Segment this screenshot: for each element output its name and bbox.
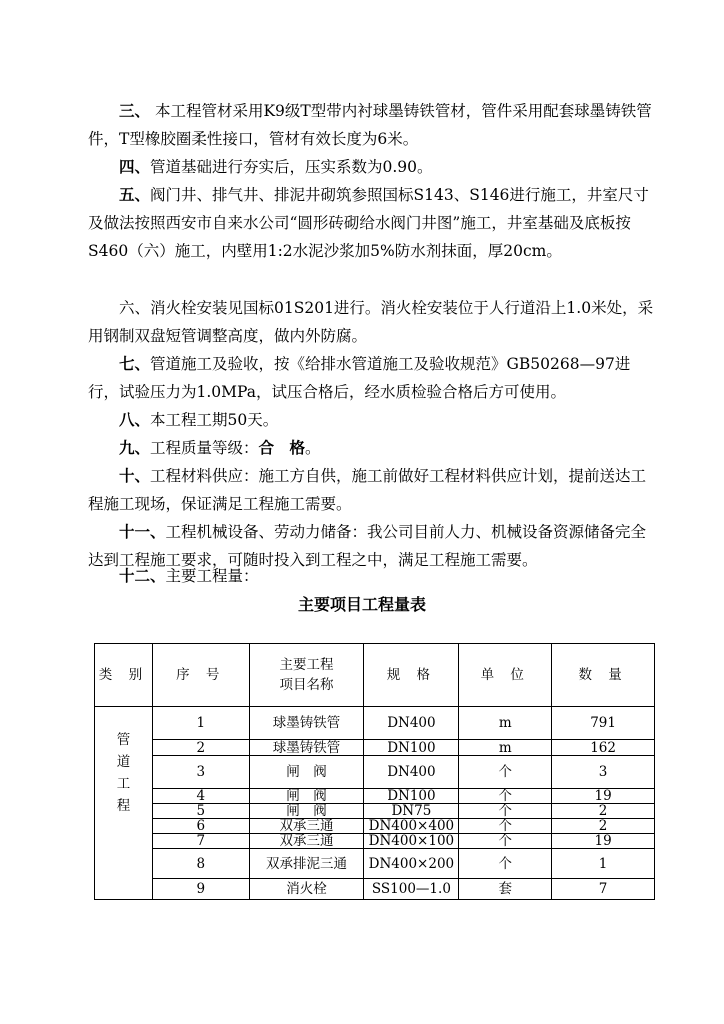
table-row: [95, 740, 655, 756]
qty-cell: 1: [552, 849, 655, 879]
seq-cell: 9: [152, 879, 249, 900]
qty-cell: 791: [552, 707, 655, 740]
para-head: 八、: [119, 410, 151, 429]
para-head: 十一、: [119, 522, 166, 541]
seq-cell: 1: [152, 707, 249, 740]
para-head: 五、: [119, 185, 151, 204]
spec-cell: DN400×100: [364, 834, 459, 849]
seq-cell: 7: [152, 834, 249, 849]
qty-cell: 2: [552, 819, 655, 834]
para-4: [88, 153, 660, 181]
header-qty: 数 量: [552, 644, 655, 707]
seq-cell: 5: [152, 804, 249, 819]
qty-cell: 3: [552, 756, 655, 789]
qty-cell: 2: [552, 804, 655, 819]
para-head: 三、: [119, 101, 151, 120]
spec-cell: DN400: [364, 707, 459, 740]
spec-cell: DN400×200: [364, 849, 459, 879]
para-head: 十、: [119, 466, 151, 485]
para-text: 本工程工期50天。: [150, 411, 279, 429]
para-3: [88, 97, 660, 153]
table-row: [95, 879, 655, 900]
para-tail: 。: [305, 439, 321, 457]
spec-cell: SS100—1.0: [364, 879, 459, 900]
header-unit: 单 位: [459, 644, 552, 707]
unit-cell: 个: [459, 804, 552, 819]
table-row: [95, 849, 655, 879]
spec-cell: DN100: [364, 740, 459, 756]
unit-cell: 个: [459, 789, 552, 804]
qty-cell: 7: [552, 879, 655, 900]
para-text: 阀门井、排气井、排泥井砌筑参照国标S143、S146进行施工，井室尺寸及做法按照西安市自来水公司“圆形砖砌给水阀门井图”施工，井室基础及底板按S460（六）施工，内壁用1:2水泥沙浆加5%防水剂抹面，厚20cm。: [88, 186, 649, 260]
spec-cell: DN400: [364, 756, 459, 789]
spec-cell: DN75: [364, 804, 459, 819]
name-cell: 消火栓: [249, 879, 364, 900]
unit-cell: m: [459, 740, 552, 756]
para-head: 十二、: [119, 566, 166, 585]
category-cell: 管 道 工 程: [95, 707, 153, 900]
para-text: 工程质量等级：: [150, 439, 259, 457]
table-row: [95, 789, 655, 804]
header-spec: 规 格: [364, 644, 459, 707]
qty-cell: 19: [552, 789, 655, 804]
quality-grade: 合 格: [258, 438, 306, 457]
para-head: 七、: [119, 354, 151, 373]
name-cell: 闸 阀: [249, 789, 364, 804]
para-10: [88, 462, 660, 518]
para-8: [88, 406, 660, 434]
name-cell: 双承排泥三通: [249, 849, 364, 879]
header-seq: 序 号: [152, 644, 249, 707]
table-title: 主要项目工程量表: [297, 595, 426, 614]
table-row: [95, 707, 655, 740]
unit-cell: 个: [459, 756, 552, 789]
unit-cell: m: [459, 707, 552, 740]
seq-cell: 8: [152, 849, 249, 879]
para-text: 管道基础进行夯实后，压实系数为0.90。: [150, 158, 433, 176]
name-cell: 双承三通: [249, 834, 364, 849]
para-text: 主要工程量：: [165, 567, 259, 585]
name-cell: 闸 阀: [249, 804, 364, 819]
name-cell: 球墨铸铁管: [249, 707, 364, 740]
para-head: 九、: [119, 438, 151, 457]
qty-cell: 19: [552, 834, 655, 849]
quantity-table: [94, 643, 655, 900]
table-row: [95, 756, 655, 789]
unit-cell: 个: [459, 819, 552, 834]
seq-cell: 2: [152, 740, 249, 756]
para-head: 四、: [119, 157, 151, 176]
table-header-row: [95, 644, 655, 707]
unit-cell: 个: [459, 834, 552, 849]
name-cell: 双承三通: [249, 819, 364, 834]
seq-cell: 3: [152, 756, 249, 789]
para-7: [88, 350, 660, 406]
para-text: 工程材料供应：施工方自供，施工前做好工程材料供应计划，提前送达工程施工现场，保证满足工程施工需要。: [88, 467, 647, 513]
table-row: [95, 804, 655, 819]
table-row: [95, 834, 655, 849]
table-row: [95, 819, 655, 834]
para-text: 六、消火栓安装见国标01S201进行。消火栓安装位于人行道沿上1.0米处，采用钢制双盘短管调整高度，做内外防腐。: [88, 299, 654, 345]
seq-cell: 6: [152, 819, 249, 834]
para-text: 管道施工及验收，按《给排水管道施工及验收规范》GB50268—97进行，试验压力为1.0MPa，试压合格后，经水质检验合格后方可使用。: [88, 355, 631, 401]
spec-cell: DN100: [364, 789, 459, 804]
para-5: [88, 181, 660, 265]
header-name: 主要工程 项目名称: [249, 644, 364, 707]
name-cell: 闸 阀: [249, 756, 364, 789]
header-category: 类 别: [95, 644, 153, 707]
para-9: [88, 434, 660, 462]
para-text: 工程机械设备、劳动力储备：我公司目前人力、机械设备资源储备完全达到工程施工要求，可随时投入到工程之中，满足工程施工需要。: [88, 523, 647, 569]
seq-cell: 4: [152, 789, 249, 804]
unit-cell: 套: [459, 879, 552, 900]
para-6: [88, 294, 660, 350]
spec-cell: DN400×400: [364, 819, 459, 834]
qty-cell: 162: [552, 740, 655, 756]
unit-cell: 个: [459, 849, 552, 879]
name-cell: 球墨铸铁管: [249, 740, 364, 756]
para-12: [88, 562, 660, 590]
para-text: 本工程管材采用K9级T型带内衬球墨铸铁管材，管件采用配套球墨铸铁管件，T型橡胶圈柔性接口，管材有效长度为6米。: [88, 102, 652, 148]
